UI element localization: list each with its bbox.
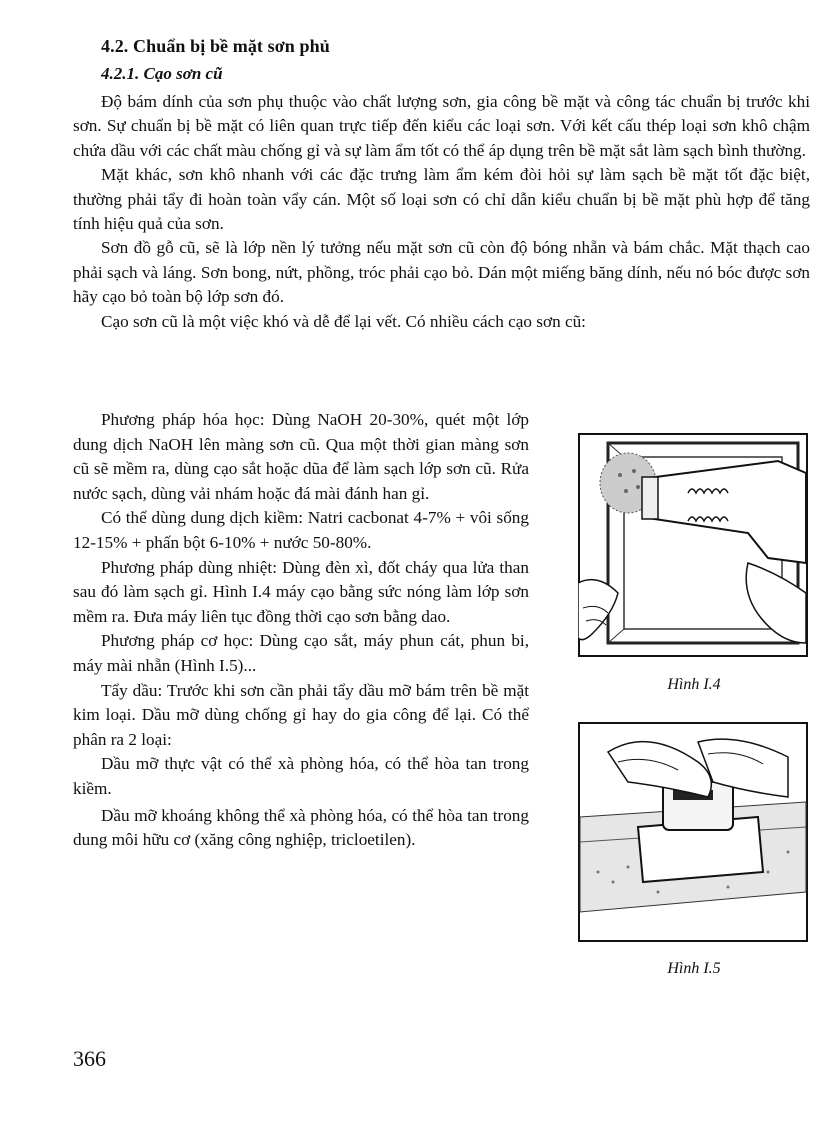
figure-caption: Hình I.4 [667,676,721,693]
paragraph: Phương pháp cơ học: Dùng cạo sắt, máy phun cát, phun bi, máy mài nhẵn (Hình I.5)... [73,631,529,675]
paragraph: Tẩy dầu: Trước khi sơn cần phải tẩy dầu mỡ bám trên bề mặt kim loại. Dầu mỡ dùng chống gỉ hay do gia công để lại. Có thể phân ra 2 loại: [73,680,529,749]
figure-sander [578,722,810,944]
paragraph: Phương pháp hóa học: Dùng NaOH 20-30%, quét một lớp dung dịch NaOH lên màng sơn cũ. Qua một thời gian màng sơn cũ sẽ mềm ra, dùng cạo sắt hoặc dũa để làm sạch lớp sơn cũ. Rửa nước sạch, dùng vải nhám hoặc đá mài đánh han gỉ. [73,410,529,503]
paragraph: Độ bám dính của sơn phụ thuộc vào chất lượng sơn, gia công bề mặt và công tác chuẩn bị trước khi sơn. Sự chuẩn bị bề mặt có liên quan trực tiếp đến kiểu các loại sơn. Với kết cấu thép loại sơn khô chậm chứa dầu với các chất màu chống gỉ và sự làm ẩm tốt có thể áp dụng trên bề mặt sắt làm sạch bình thường. [73,92,810,160]
section-heading: 4.2. Chuẩn bị bề mặt sơn phủ [101,36,330,56]
figure-heat-gun [578,433,810,661]
page-number: 366 [73,1046,106,1071]
paragraph: Phương pháp dùng nhiệt: Dùng đèn xì, đốt cháy qua lửa than sau đó làm sạch gỉ. Hình I.4 máy cạo bằng sức nóng làm lớp sơn mềm ra. Đưa máy liên tục đồng thời cạo sơn bằng dao. [73,557,529,626]
sander-illustration [578,722,810,944]
column-text [73,408,529,853]
heat-gun-illustration [578,433,810,661]
paragraph: Có thể dùng dung dịch kiềm: Natri cacbonat 4-7% + vôi sống 12-15% + phấn bột 6-10% + nước 50-80%. [73,508,529,552]
paragraph: Sơn đồ gỗ cũ, sẽ là lớp nền lý tưởng nếu mặt sơn cũ còn độ bóng nhẵn và bám chắc. Mặt thạch cao phải sạch và láng. Sơn bong, nứt, phồng, tróc phải cạo bỏ. Dán một miếng băng dính, nếu nó bóc được sơn hãy cạo bỏ toàn bộ lớp sơn đó. [73,238,810,307]
full-width-text [73,90,810,334]
paragraph: Cạo sơn cũ là một việc khó và dễ để lại vết. Có nhiều cách cạo sơn cũ: [101,311,586,331]
figure-caption: Hình I.5 [667,960,721,977]
paragraph: Mặt khác, sơn khô nhanh với các đặc trưng làm ẩm kém đòi hỏi sự làm sạch bề mặt tốt đặc biệt, thường phải tẩy đi hoàn toàn vẩy cán. Một số loại sơn có chỉ dẫn kiểu chuẩn bị bề mặt phù hợp để tăng tính hiệu quả của sơn. [73,165,810,234]
paragraph: Dầu mỡ khoáng không thể xà phòng hóa, có thể hòa tan trong dung môi hữu cơ (xăng công nghiệp, tricloetilen). [73,805,529,850]
subsection-heading: 4.2.1. Cạo sơn cũ [101,64,223,83]
paragraph: Dầu mỡ thực vật có thể xà phòng hóa, có thể hòa tan trong kiềm. [73,754,529,798]
